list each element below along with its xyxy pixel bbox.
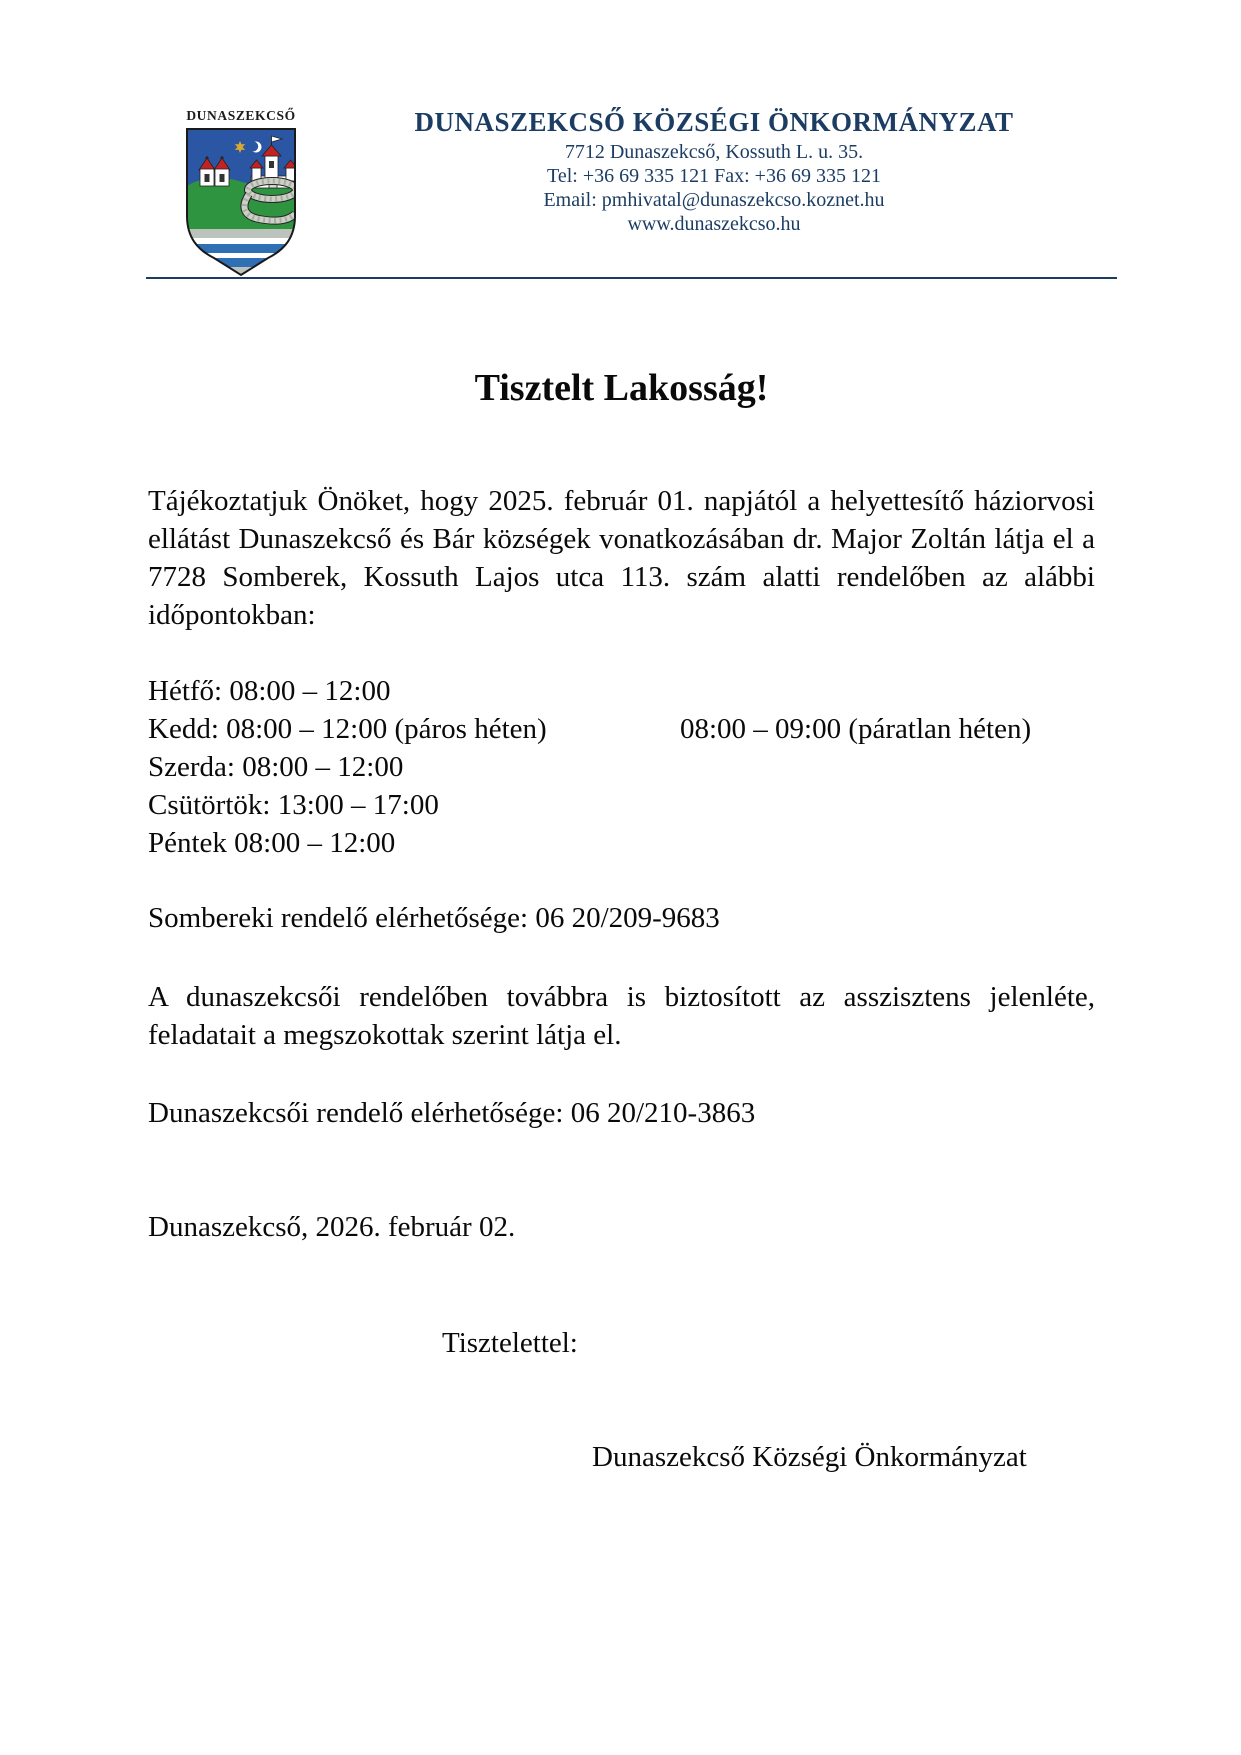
date-line: Dunaszekcső, 2026. február 02. [148, 1211, 516, 1243]
org-email: Email: pmhivatal@dunaszekcso.koznet.hu [543, 189, 885, 211]
coat-of-arms-icon [183, 126, 299, 278]
schedule-tuesday-even: Kedd: 08:00 – 12:00 (páros héten) [148, 713, 547, 745]
org-phone: Tel: +36 69 335 121 Fax: +36 69 335 121 [547, 165, 881, 187]
letterhead [334, 104, 1094, 236]
org-name: DUNASZEKCSŐ KÖZSÉGI ÖNKORMÁNYZAT [414, 107, 1014, 137]
schedule-list [148, 672, 1095, 862]
intro-paragraph: Tájékoztatjuk Önöket, hogy 2025. február 01. napjától a helyettesítő háziorvosi ellátást Dunaszekcső és Bár községek vonatkozásában dr. Major Zoltán látja el a 7728 Somberek, Kossuth Lajos utca 113. szám alatti rendelőben az alábbi időpontokban: [148, 485, 1095, 631]
header-divider [146, 277, 1117, 279]
logo-caption: DUNASZEKCSŐ [186, 108, 296, 123]
signature-line: Dunaszekcső Községi Önkormányzat [592, 1441, 1027, 1473]
schedule-tuesday [148, 710, 1095, 748]
assistant-paragraph: A dunaszekcsői rendelőben továbbra is biztosított az asszisztens jelenléte, feladatait a megszokottak szerint látja el. [148, 981, 1095, 1051]
page-title: Tisztelt Lakosság! [474, 367, 769, 409]
org-address: 7712 Dunaszekcső, Kossuth L. u. 35. [564, 141, 864, 163]
schedule-tuesday-odd: 08:00 – 09:00 (páratlan héten) [680, 713, 1032, 745]
municipal-coat-of-arms [183, 108, 299, 283]
somberek-contact-line: Sombereki rendelő elérhetősége: 06 20/209-9683 [148, 902, 720, 934]
org-website: www.dunaszekcso.hu [627, 213, 801, 235]
schedule-thursday: Csütörtök: 13:00 – 17:00 [148, 789, 439, 821]
dunaszekcso-contact-line: Dunaszekcsői rendelő elérhetősége: 06 20/210-3863 [148, 1097, 756, 1129]
schedule-wednesday: Szerda: 08:00 – 12:00 [148, 751, 404, 783]
schedule-friday: Péntek 08:00 – 12:00 [148, 827, 396, 859]
closing-line: Tisztelettel: [442, 1327, 578, 1359]
schedule-monday: Hétfő: 08:00 – 12:00 [148, 675, 391, 707]
